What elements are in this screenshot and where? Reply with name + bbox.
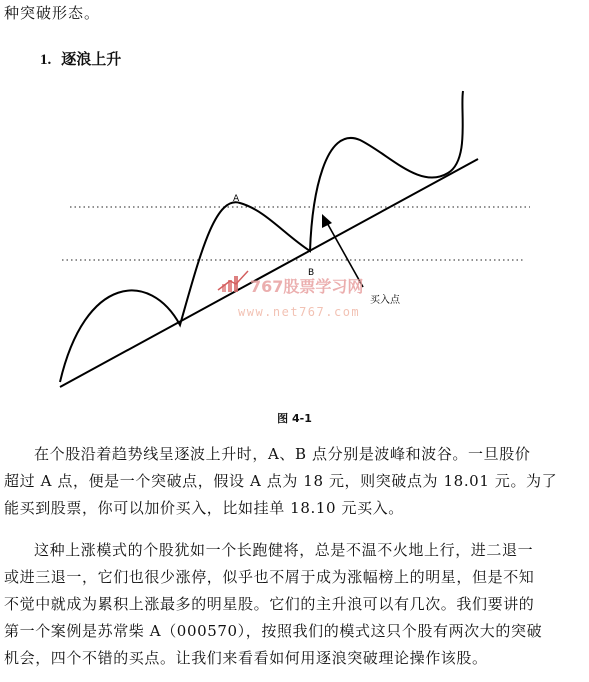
paragraph-line: 不觉中就成为累积上涨最多的明星股。它们的主升浪可以有几次。我们要讲的 xyxy=(4,595,535,613)
figure-caption: 图 4-1 xyxy=(277,412,312,425)
point-b-label: B xyxy=(308,268,315,278)
watermark-url-text: www.net767.com xyxy=(238,305,361,319)
section-number: 1. xyxy=(40,52,52,68)
section-heading xyxy=(40,48,121,69)
price-wave xyxy=(60,91,463,382)
paragraph-line: 这种上涨模式的个股犹如一个长跑健将，总是不温不火地上行，进二退一 xyxy=(34,541,534,559)
paragraph-line: 在个股沿着趋势线呈逐波上升时，A、B 点分别是波峰和波谷。一旦股价 xyxy=(34,445,531,463)
trend-line xyxy=(60,159,478,387)
watermark-main-text: 767股票学习网 xyxy=(250,277,364,296)
top-text-line: 种突破形态。 xyxy=(4,4,101,22)
watermark xyxy=(218,271,363,319)
paragraph-1 xyxy=(4,441,584,522)
paragraph-line: 第一个案例是苏常柴 A（000570），按照我们的模式这只个股有两次大的突破 xyxy=(4,622,543,640)
paragraph-line: 机会，四个不错的买点。让我们来看看如何用逐浪突破理论操作该股。 xyxy=(4,649,488,667)
figure-4-1 xyxy=(0,85,589,405)
paragraph-2 xyxy=(4,537,584,672)
paragraph-line: 超过 A 点，便是一个突破点，假设 A 点为 18 元，则突破点为 18.01 元。为了 xyxy=(4,472,558,490)
watermark-logo-icon xyxy=(218,271,248,292)
point-a-label: A xyxy=(233,194,240,204)
paragraph-line: 或进三退一，它们也很少涨停，似乎也不屑于成为涨幅榜上的明星，但是不知 xyxy=(4,568,535,586)
buy-arrow-head xyxy=(322,214,332,228)
buy-point-label: 买入点 xyxy=(370,295,400,306)
section-title: 逐浪上升 xyxy=(61,50,122,68)
paragraph-line: 能买到股票，你可以加价买入，比如挂单 18.10 元买入。 xyxy=(4,499,404,517)
